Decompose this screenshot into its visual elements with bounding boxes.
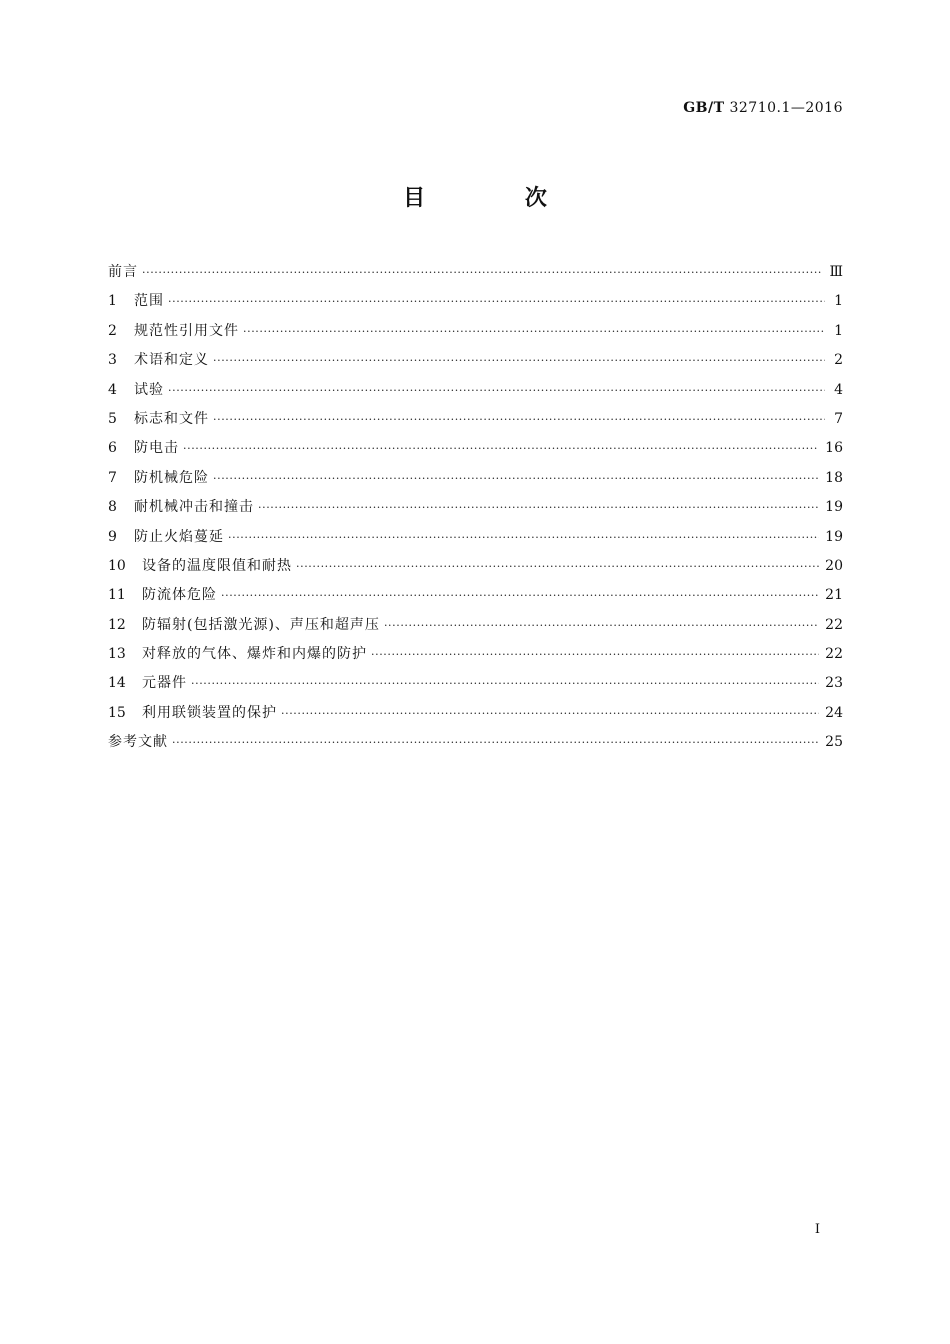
toc-leader-dots [213, 405, 825, 434]
toc-entry-label: 利用联锁装置的保护 [142, 704, 277, 721]
toc-entry-page: 2 [834, 352, 843, 369]
toc-leader-dots [281, 699, 819, 728]
toc-entry-11[interactable] [108, 581, 843, 610]
toc-entry-15[interactable] [108, 699, 843, 728]
toc-leader-dots [371, 640, 819, 669]
toc-entry-page: 22 [825, 616, 843, 633]
toc-entry-page: Ⅲ [829, 264, 843, 280]
toc-entry-number: 14 [108, 675, 126, 692]
toc-entry-number: 3 [108, 352, 117, 369]
toc-entry-page: 1 [834, 322, 843, 339]
toc-entry-label: 试验 [134, 381, 164, 398]
toc-entry-page: 16 [825, 440, 843, 457]
toc-entry-label: 规范性引用文件 [134, 322, 239, 339]
toc-entry-1[interactable] [108, 287, 843, 316]
toc-leader-dots [221, 581, 819, 610]
page-number: Ⅰ [814, 1222, 820, 1237]
toc-entry-foreword[interactable] [108, 258, 843, 287]
toc-entry-number: 13 [108, 646, 126, 663]
toc-entry-number: 10 [108, 557, 126, 574]
toc-leader-dots [243, 317, 825, 346]
standard-number-header [683, 100, 843, 116]
toc-entry-label: 耐机械冲击和撞击 [134, 499, 254, 516]
toc-entry-7[interactable] [108, 464, 843, 493]
toc-leader-dots [213, 346, 825, 375]
toc-entry-label: 防止火焰蔓延 [134, 528, 224, 545]
toc-entry-page: 19 [825, 528, 843, 545]
toc-leader-dots [168, 376, 825, 405]
toc-entry-10[interactable] [108, 552, 843, 581]
toc-entry-page: 7 [834, 410, 843, 427]
toc-entry-9[interactable] [108, 523, 843, 552]
toc-leader-dots [228, 523, 819, 552]
toc-entry-number: 8 [108, 499, 117, 516]
toc-entry-page: 21 [825, 587, 843, 604]
toc-entry-label: 范围 [134, 293, 164, 310]
toc-entry-page: 22 [825, 646, 843, 663]
toc-entry-4[interactable] [108, 376, 843, 405]
toc-entry-number: 12 [108, 616, 126, 633]
toc-entry-5[interactable] [108, 405, 843, 434]
toc-leader-dots [296, 552, 819, 581]
toc-entry-label: 对释放的气体、爆炸和内爆的防护 [142, 646, 367, 663]
toc-entry-page: 19 [825, 499, 843, 516]
toc-leader-dots [168, 287, 825, 316]
toc-entry-number: 7 [108, 469, 117, 486]
toc-entry-page: 25 [825, 734, 843, 751]
toc-leader-dots [191, 669, 819, 698]
toc-entry-page: 4 [834, 381, 843, 398]
toc-leader-dots [142, 258, 823, 287]
toc-entry-page: 20 [825, 557, 843, 574]
toc-entry-8[interactable] [108, 493, 843, 522]
toc-entry-label: 参考文献 [108, 734, 168, 751]
toc-entry-number: 15 [108, 704, 126, 721]
toc-leader-dots [213, 464, 819, 493]
toc-entry-page: 24 [825, 704, 843, 721]
toc-leader-dots [183, 434, 819, 463]
toc-entry-12[interactable] [108, 611, 843, 640]
table-of-contents [108, 258, 843, 758]
toc-leader-dots [258, 493, 819, 522]
toc-entry-3[interactable] [108, 346, 843, 375]
toc-leader-dots [172, 728, 819, 757]
toc-entry-number: 6 [108, 440, 117, 457]
page-title: 目 次 [403, 185, 593, 211]
toc-entry-label: 标志和文件 [134, 410, 209, 427]
toc-entry-label: 元器件 [142, 675, 187, 692]
toc-entry-label: 术语和定义 [134, 352, 209, 369]
toc-entry-6[interactable] [108, 434, 843, 463]
toc-entry-page: 1 [834, 293, 843, 310]
toc-entry-number: 4 [108, 381, 117, 398]
toc-entry-label: 防辐射(包括激光源)、声压和超声压 [142, 616, 380, 633]
toc-entry-number: 1 [108, 293, 117, 310]
toc-entry-page: 18 [825, 469, 843, 486]
toc-entry-label: 前言 [108, 264, 138, 280]
toc-entry-page: 23 [825, 675, 843, 692]
toc-entry-14[interactable] [108, 669, 843, 698]
toc-entry-label: 防机械危险 [134, 469, 209, 486]
standard-code: GB/T [683, 100, 725, 116]
toc-leader-dots [384, 611, 819, 640]
toc-entry-number: 9 [108, 528, 117, 545]
toc-entry-label: 设备的温度限值和耐热 [142, 557, 292, 574]
toc-entry-number: 11 [108, 587, 126, 604]
toc-entry-number: 2 [108, 322, 117, 339]
toc-entry-bibliography[interactable] [108, 728, 843, 757]
toc-entry-number: 5 [108, 410, 117, 427]
toc-entry-13[interactable] [108, 640, 843, 669]
toc-entry-2[interactable] [108, 317, 843, 346]
standard-number: 32710.1—2016 [729, 100, 843, 116]
toc-entry-label: 防流体危险 [142, 587, 217, 604]
toc-entry-label: 防电击 [134, 440, 179, 457]
